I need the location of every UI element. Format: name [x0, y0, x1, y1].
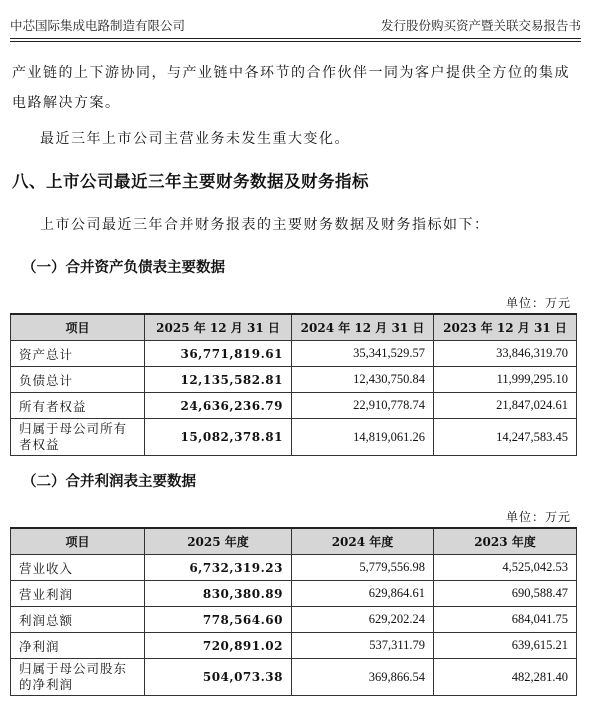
value-2023: 690,588.47	[434, 581, 577, 607]
value-2023: 14,247,583.45	[434, 419, 577, 456]
value-2025: 504,073.38	[145, 659, 292, 696]
row-label: 归属于母公司所有者权益	[11, 419, 145, 456]
table-header-row	[11, 528, 577, 555]
section-heading: 八、上市公司最近三年主要财务数据及财务指标	[12, 172, 369, 191]
paragraph-industry-chain: 产业链的上下游协同，与产业链中各环节的合作伙伴一同为客户提供全方位的集成电路解决方案。	[12, 65, 570, 111]
balance-unit: 单位：万元	[505, 296, 571, 310]
value-2024: 5,779,556.98	[292, 555, 434, 581]
value-2023: 482,281.40	[434, 659, 577, 696]
value-2023: 11,999,295.10	[434, 367, 577, 393]
column-header: 项目	[11, 314, 145, 341]
value-2025: 830,380.89	[145, 581, 292, 607]
page-header	[10, 16, 581, 34]
table-row	[11, 341, 577, 367]
value-2025: 6,732,319.23	[145, 555, 292, 581]
row-label: 负债总计	[11, 367, 145, 393]
balance-sheet-heading: （一）合并资产负债表主要数据	[22, 260, 225, 276]
row-label: 营业收入	[11, 555, 145, 581]
row-label: 营业利润	[11, 581, 145, 607]
value-2025: 778,564.60	[145, 607, 292, 633]
value-2023: 33,846,319.70	[434, 341, 577, 367]
table-row	[11, 367, 577, 393]
column-header: 2024 年度	[292, 528, 434, 555]
table-header-row	[11, 314, 577, 341]
company-name: 中芯国际集成电路制造有限公司	[10, 18, 186, 33]
value-2025: 15,082,378.81	[145, 419, 292, 456]
row-label: 利润总额	[11, 607, 145, 633]
value-2024: 369,866.54	[292, 659, 434, 696]
value-2024: 537,311.79	[292, 633, 434, 659]
value-2023: 21,847,024.61	[434, 393, 577, 419]
column-header: 2023 年度	[434, 528, 577, 555]
value-2024: 629,202.24	[292, 607, 434, 633]
income-unit: 单位：万元	[505, 510, 571, 524]
paragraph-intro: 上市公司最近三年合并财务报表的主要财务数据及财务指标如下：	[40, 217, 490, 233]
value-2024: 12,430,750.84	[292, 367, 434, 393]
value-2024: 629,864.61	[292, 581, 434, 607]
table-row	[11, 419, 577, 456]
column-header: 项目	[11, 528, 145, 555]
value-2025: 12,135,582.81	[145, 367, 292, 393]
row-label: 归属于母公司股东的净利润	[11, 659, 145, 696]
column-header: 2023 年 12 月 31 日	[434, 314, 577, 341]
value-2025: 720,891.02	[145, 633, 292, 659]
paragraph-main-business: 最近三年上市公司主营业务未发生重大变化。	[40, 131, 350, 147]
document-title: 发行股份购买资产暨关联交易报告书	[380, 18, 581, 33]
income-statement-heading: （二）合并利润表主要数据	[22, 474, 196, 490]
column-header: 2025 年 12 月 31 日	[145, 314, 292, 341]
value-2023: 639,615.21	[434, 633, 577, 659]
income-statement-table	[10, 527, 577, 696]
value-2025: 24,636,236.79	[145, 393, 292, 419]
table-row	[11, 581, 577, 607]
row-label: 所有者权益	[11, 393, 145, 419]
value-2024: 22,910,778.74	[292, 393, 434, 419]
table-row	[11, 607, 577, 633]
value-2025: 36,771,819.61	[145, 341, 292, 367]
row-label: 净利润	[11, 633, 145, 659]
table-row	[11, 659, 577, 696]
value-2023: 4,525,042.53	[434, 555, 577, 581]
header-divider	[10, 38, 581, 42]
value-2023: 684,041.75	[434, 607, 577, 633]
table-row	[11, 393, 577, 419]
balance-sheet-table	[10, 313, 577, 456]
value-2024: 35,341,529.57	[292, 341, 434, 367]
column-header: 2025 年度	[145, 528, 292, 555]
row-label: 资产总计	[11, 341, 145, 367]
table-row	[11, 633, 577, 659]
table-row	[11, 555, 577, 581]
column-header: 2024 年 12 月 31 日	[292, 314, 434, 341]
value-2024: 14,819,061.26	[292, 419, 434, 456]
